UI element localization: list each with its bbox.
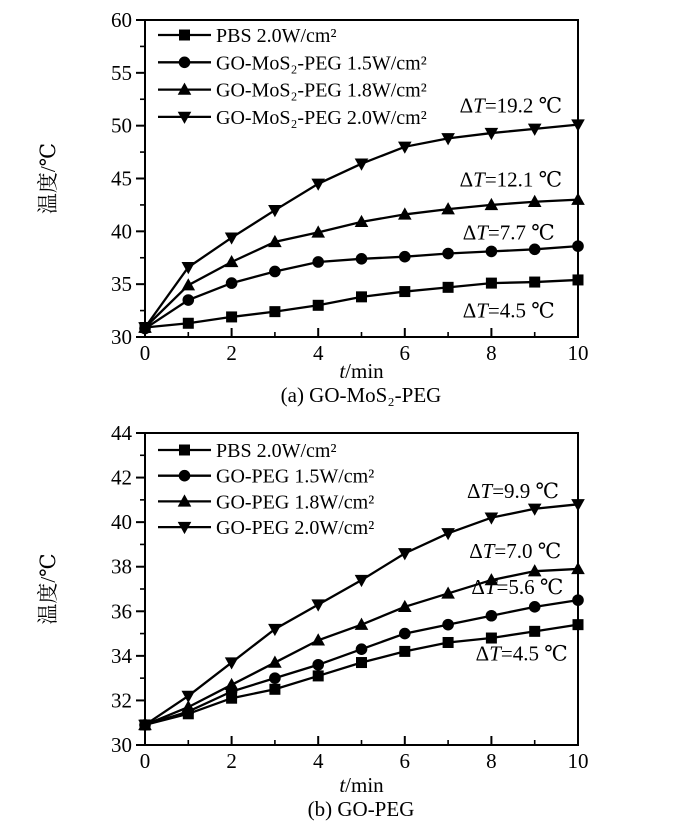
x-tick-label: 0 [139, 341, 151, 365]
delta-t-annotation: ΔT=7.0 ℃ [469, 539, 562, 564]
series-marker-square [226, 311, 237, 322]
series-marker-triangle-down [268, 205, 282, 217]
y-tick-label: 32 [111, 688, 132, 713]
x-tick-label: 4 [312, 749, 324, 773]
series-marker-circle [572, 594, 584, 606]
delta-t-annotation: ΔT=4.5 ℃ [462, 298, 555, 323]
series-marker-triangle-down [355, 159, 369, 171]
series-marker-square [399, 286, 410, 297]
chart-a-canvas [0, 0, 700, 382]
panel-b-caption: (b) GO-PEG [307, 797, 415, 821]
y-tick-label: 44 [111, 421, 132, 445]
series-marker-circle [442, 619, 454, 631]
legend-label: GO-PEG 1.8W/cm² [216, 491, 375, 514]
series-marker-square [529, 626, 540, 637]
x-tick-label: 8 [486, 749, 497, 773]
series-marker-circle [312, 256, 324, 268]
series-marker-square [356, 291, 367, 302]
series-marker-triangle-up [268, 656, 282, 668]
x-tick-label: 6 [399, 341, 411, 365]
series-marker-square [573, 274, 584, 285]
y-tick-label: 38 [111, 554, 132, 579]
x-tick-label: 2 [226, 341, 237, 365]
series-marker-triangle-down [182, 691, 196, 703]
series-marker-circle [486, 610, 498, 622]
series-marker-circle [356, 253, 368, 265]
y-tick-label: 34 [111, 643, 132, 668]
series-marker-circle [226, 277, 238, 289]
series-marker-circle [529, 243, 541, 255]
series-marker-triangle-down [225, 657, 239, 669]
y-tick-label: 55 [111, 60, 132, 85]
legend-label: PBS 2.0W/cm² [216, 440, 337, 462]
series-marker-triangle-down [355, 575, 369, 587]
delta-t-annotation: ΔT=7.7 ℃ [462, 220, 555, 245]
panel-b [0, 414, 700, 828]
y-tick-label: 30 [111, 325, 132, 349]
delta-t-annotation: ΔT=12.1 ℃ [459, 167, 563, 192]
series-marker-square [399, 646, 410, 657]
x-tick-label: 2 [226, 749, 237, 773]
delta-t-annotation: ΔT=5.6 ℃ [471, 574, 564, 599]
x-tick-label: 4 [312, 341, 324, 365]
series-marker-square [269, 306, 280, 317]
series-marker-circle [269, 266, 281, 278]
x-axis-title: t/min [339, 773, 384, 796]
legend-label: GO-MoS₂-PEG 2.0W/cm² [216, 106, 427, 129]
series-marker-triangle-down [225, 232, 239, 244]
series-marker-circle [529, 601, 541, 613]
series-marker-circle [572, 240, 584, 252]
series-marker-square [486, 278, 497, 289]
y-tick-label: 42 [111, 465, 132, 490]
series-marker-circle [183, 294, 195, 306]
y-tick-label: 45 [111, 166, 132, 191]
y-axis-title: 温度/℃ [36, 142, 60, 215]
series-marker-square [443, 637, 454, 648]
series-marker-circle [399, 628, 411, 640]
x-tick-label: 10 [567, 749, 589, 773]
series-marker-square [313, 300, 324, 311]
series-marker-triangle-up [225, 678, 239, 690]
y-tick-label: 40 [111, 219, 132, 244]
y-tick-label: 35 [111, 272, 132, 297]
series-marker-square [573, 619, 584, 630]
y-tick-label: 36 [111, 599, 132, 624]
x-tick-label: 8 [486, 341, 497, 365]
delta-t-annotation: ΔT=9.9 ℃ [467, 478, 560, 503]
legend-marker-square [179, 30, 190, 41]
series-marker-square [183, 318, 194, 329]
x-tick-label: 0 [139, 749, 151, 773]
legend-label: GO-PEG 1.5W/cm² [216, 465, 375, 488]
series-marker-triangle-down [268, 624, 282, 636]
series-marker-circle [312, 659, 324, 671]
series-marker-circle [399, 251, 411, 263]
legend-marker-square [179, 445, 190, 456]
series-marker-triangle-down [311, 179, 325, 191]
legend-marker-circle [179, 57, 191, 69]
delta-t-annotation: ΔT=4.5 ℃ [475, 641, 568, 666]
series-line-square [145, 625, 578, 725]
series-marker-square [356, 657, 367, 668]
series-marker-triangle-down [441, 528, 455, 540]
series-marker-square [313, 670, 324, 681]
legend-label: PBS 2.0W/cm² [216, 25, 337, 47]
x-tick-label: 10 [567, 341, 589, 365]
y-tick-label: 60 [111, 8, 132, 32]
x-tick-label: 6 [399, 749, 411, 773]
panel-a-caption: (a) GO-MoS₂-PEG [280, 383, 442, 407]
y-tick-label: 40 [111, 510, 132, 535]
series-marker-circle [486, 246, 498, 258]
y-tick-label: 50 [111, 113, 132, 138]
series-marker-square [443, 282, 454, 293]
series-marker-square [529, 277, 540, 288]
series-marker-triangle-down [311, 599, 325, 611]
series-marker-circle [442, 248, 454, 260]
legend-label: GO-MoS₂-PEG 1.5W/cm² [216, 52, 427, 75]
series-marker-square [269, 684, 280, 695]
delta-t-annotation: ΔT=19.2 ℃ [459, 93, 563, 118]
series-marker-triangle-up [225, 255, 239, 267]
series-marker-circle [356, 643, 368, 655]
legend-label: GO-PEG 2.0W/cm² [216, 517, 375, 540]
series-marker-triangle-down [398, 548, 412, 560]
y-tick-label: 30 [111, 733, 132, 757]
series-marker-circle [269, 672, 281, 684]
x-axis-title: t/min [339, 359, 384, 382]
legend-marker-circle [179, 470, 191, 482]
legend-label: GO-MoS₂-PEG 1.8W/cm² [216, 79, 427, 102]
y-axis-title: 温度/℃ [36, 553, 60, 625]
chart-b-canvas [0, 414, 700, 796]
series-marker-triangle-up [182, 278, 196, 290]
